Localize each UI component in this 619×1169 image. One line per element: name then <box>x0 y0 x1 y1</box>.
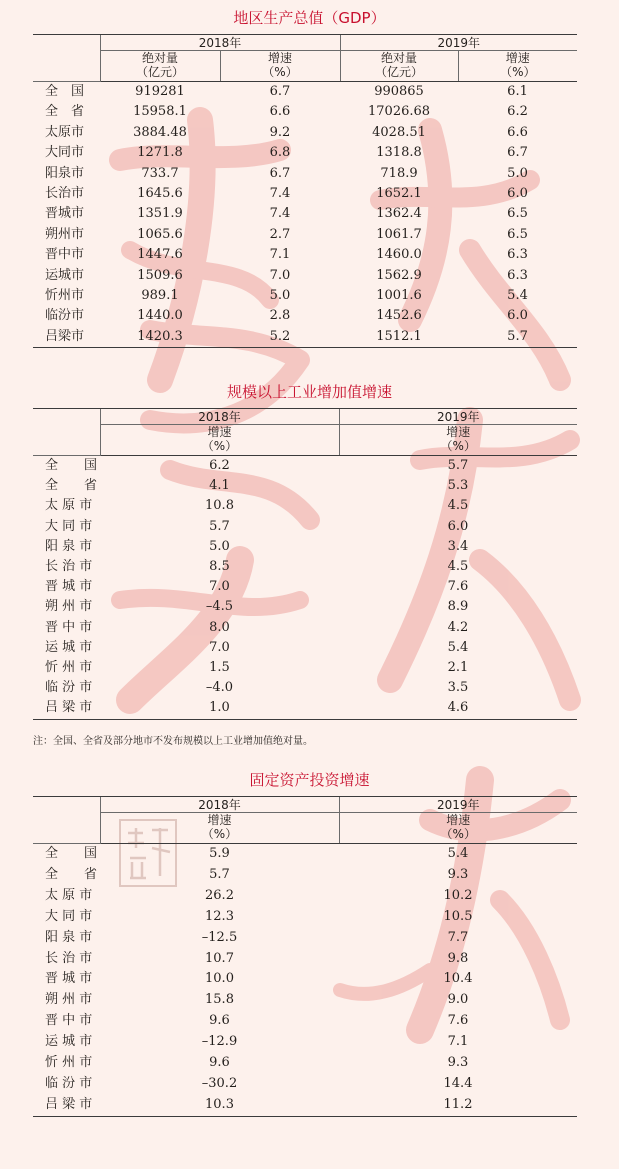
value-cell: 5.0 <box>269 288 291 304</box>
value-cell: 1.0 <box>100 698 339 719</box>
table-row <box>33 865 577 886</box>
gdp-year-2019: 2019年 <box>340 35 577 51</box>
value-cell: 9.0 <box>447 992 469 1008</box>
value-cell: 1271.8 <box>137 145 183 161</box>
region-name-cell: 全 国 <box>45 84 85 99</box>
value-cell: 7.0 <box>209 579 230 595</box>
value-cell: 1065.6 <box>137 226 183 242</box>
value-cell: –4.0 <box>205 680 234 696</box>
gdp-col-rate-2019: 增速 （%） <box>458 51 577 82</box>
table-row <box>33 678 577 698</box>
table-row <box>33 949 577 970</box>
table-row <box>33 597 577 617</box>
region-name-cell: 忻州市 <box>45 288 85 304</box>
region-name-cell: 全 省 <box>45 478 98 494</box>
region-name-cell: 晋中市 <box>45 247 85 263</box>
investment-col-rate-2018: 增速 （%） <box>100 813 339 844</box>
region-name-cell: 阳泉市 <box>45 165 85 181</box>
value-cell: 5.4 <box>447 846 469 861</box>
value-cell: 6.1 <box>507 84 528 99</box>
value-cell: 1447.6 <box>137 247 183 263</box>
value-cell: 12.3 <box>205 908 234 924</box>
table-row <box>33 557 577 577</box>
value-cell: 2.7 <box>269 226 291 242</box>
region-name-cell: 朔 州 市 <box>45 992 93 1008</box>
investment-corner-cell <box>33 797 100 844</box>
value-cell: 1001.6 <box>376 288 422 304</box>
table-row <box>33 1032 577 1053</box>
industry-table <box>33 408 577 720</box>
table-row <box>33 266 577 286</box>
region-name-cell: 朔 州 市 <box>45 599 93 615</box>
value-cell: 11.2 <box>339 1095 577 1116</box>
value-cell: 10.2 <box>443 887 473 903</box>
value-cell: 10.5 <box>443 908 473 924</box>
table-row <box>33 517 577 537</box>
value-cell: 1452.6 <box>376 308 422 324</box>
value-cell: 7.6 <box>447 1013 469 1029</box>
region-name-cell: 长 治 市 <box>45 950 93 966</box>
value-cell: 5.3 <box>447 478 469 494</box>
value-cell: 6.5 <box>507 206 528 222</box>
value-cell: 2.1 <box>447 660 469 676</box>
value-cell: 6.7 <box>269 84 291 99</box>
investment-year-2019: 2019年 <box>339 797 577 813</box>
region-name-cell: 晋 中 市 <box>45 619 93 635</box>
value-cell: 1509.6 <box>137 267 183 283</box>
region-name-cell: 临 汾 市 <box>45 1075 93 1091</box>
value-cell: –4.5 <box>205 599 234 615</box>
value-cell: 9.6 <box>209 1013 230 1029</box>
value-cell: 6.7 <box>507 145 528 161</box>
gdp-col-rate-2018: 增速 （%） <box>220 51 340 82</box>
value-cell: –12.9 <box>201 1034 238 1050</box>
value-cell: 6.5 <box>507 226 528 242</box>
table-row <box>33 184 577 204</box>
region-name-cell: 阳 泉 市 <box>45 538 93 554</box>
value-cell: 5.7 <box>209 866 230 882</box>
region-name-cell: 忻 州 市 <box>45 660 93 676</box>
value-cell: 5.7 <box>458 327 577 348</box>
value-cell: 15958.1 <box>133 104 187 120</box>
value-cell: 8.5 <box>209 559 230 575</box>
gdp-title: 地区生产总值（GDP） <box>233 9 386 27</box>
value-cell: 6.8 <box>269 145 291 161</box>
value-cell: 6.3 <box>507 267 528 283</box>
value-cell: 6.6 <box>507 124 528 140</box>
gdp-table <box>33 34 577 348</box>
value-cell: 5.0 <box>209 538 230 554</box>
region-name-cell: 全 省 <box>45 866 98 882</box>
value-cell: 3884.48 <box>133 124 187 140</box>
value-cell: 718.9 <box>380 165 418 181</box>
region-name-cell: 吕 梁 市 <box>33 1095 100 1116</box>
value-cell: 10.4 <box>443 971 473 987</box>
industry-title: 规模以上工业增加值增速 <box>226 383 392 401</box>
region-name-cell: 太原市 <box>45 124 85 140</box>
region-name-cell: 大同市 <box>45 145 85 161</box>
table-row <box>33 886 577 907</box>
value-cell: 6.0 <box>507 186 528 202</box>
value-cell: 26.2 <box>205 887 234 903</box>
table-row <box>33 327 577 348</box>
region-name-cell: 晋 城 市 <box>45 971 93 987</box>
region-name-cell: 运城市 <box>45 267 85 283</box>
region-name-cell: 大 同 市 <box>45 518 93 534</box>
table-row <box>33 638 577 658</box>
value-cell: 1645.6 <box>137 186 183 202</box>
value-cell: 9.3 <box>447 866 469 882</box>
region-name-cell: 吕梁市 <box>33 327 100 348</box>
value-cell: 5.4 <box>447 639 469 655</box>
value-cell: 5.4 <box>507 288 528 304</box>
value-cell: 2.8 <box>269 308 291 324</box>
value-cell: 7.1 <box>269 247 291 263</box>
region-name-cell: 太 原 市 <box>45 887 93 903</box>
investment-table <box>33 796 577 1117</box>
region-name-cell: 全 国 <box>45 458 98 473</box>
value-cell: 4.6 <box>339 698 577 719</box>
value-cell: 10.0 <box>205 971 234 987</box>
industry-year-2018: 2018年 <box>100 409 339 425</box>
value-cell: 1562.9 <box>376 267 422 283</box>
value-cell: 4.5 <box>447 498 469 514</box>
region-name-cell: 朔州市 <box>45 226 85 242</box>
value-cell: 990865 <box>374 84 424 99</box>
region-name-cell: 晋城市 <box>45 206 85 222</box>
table-row <box>33 537 577 557</box>
region-name-cell: 临汾市 <box>45 308 85 324</box>
table-row <box>33 618 577 638</box>
table-row <box>33 928 577 949</box>
value-cell: 1652.1 <box>376 186 422 202</box>
industry-corner-cell <box>33 409 100 456</box>
value-cell: 7.0 <box>209 639 230 655</box>
value-cell: 10.3 <box>100 1095 339 1116</box>
value-cell: 6.2 <box>507 104 528 120</box>
gdp-col-abs-2019: 绝对量 （亿元） <box>340 51 458 82</box>
region-name-cell: 长 治 市 <box>45 559 93 575</box>
table-row <box>33 306 577 326</box>
value-cell: 1351.9 <box>137 206 183 222</box>
value-cell: 14.4 <box>443 1075 473 1091</box>
gdp-col-abs-2018: 绝对量 （亿元） <box>100 51 220 82</box>
region-name-cell: 太 原 市 <box>45 498 93 514</box>
value-cell: 733.7 <box>141 165 179 181</box>
table-row <box>33 123 577 143</box>
value-cell: 5.2 <box>220 327 340 348</box>
value-cell: 7.6 <box>447 579 469 595</box>
table-row <box>33 990 577 1011</box>
value-cell: 7.4 <box>269 186 291 202</box>
region-name-cell: 长治市 <box>45 186 85 202</box>
value-cell: 5.9 <box>209 846 230 861</box>
table-row <box>33 1095 577 1116</box>
value-cell: 3.4 <box>447 538 469 554</box>
region-name-cell: 晋 城 市 <box>45 579 93 595</box>
table-row <box>33 164 577 184</box>
value-cell: 4.5 <box>447 559 469 575</box>
value-cell: 9.2 <box>269 124 291 140</box>
table-row <box>33 102 577 122</box>
region-name-cell: 忻 州 市 <box>45 1055 93 1071</box>
table-row <box>33 496 577 516</box>
investment-col-rate-2019: 增速 （%） <box>339 813 577 844</box>
value-cell: 1512.1 <box>340 327 458 348</box>
table-row <box>33 286 577 306</box>
table-row <box>33 658 577 678</box>
value-cell: 4.1 <box>209 478 230 494</box>
industry-col-rate-2019: 增速 （%） <box>339 425 577 456</box>
table-row <box>33 698 577 719</box>
value-cell: 5.7 <box>447 458 469 473</box>
region-name-cell: 运 城 市 <box>45 639 93 655</box>
region-name-cell: 临 汾 市 <box>45 680 93 696</box>
value-cell: 7.0 <box>269 267 291 283</box>
value-cell: 8.9 <box>447 599 469 615</box>
value-cell: 6.0 <box>507 308 528 324</box>
value-cell: 989.1 <box>141 288 179 304</box>
region-name-cell: 阳 泉 市 <box>45 929 93 945</box>
region-name-cell: 运 城 市 <box>45 1034 93 1050</box>
table-row <box>33 1053 577 1074</box>
value-cell: 3.5 <box>447 680 469 696</box>
value-cell: 15.8 <box>205 992 234 1008</box>
table-row <box>33 577 577 597</box>
table-row <box>33 1074 577 1095</box>
value-cell: 7.7 <box>447 929 469 945</box>
value-cell: 7.4 <box>269 206 291 222</box>
table-row <box>33 844 577 865</box>
table-row <box>33 143 577 163</box>
value-cell: 1318.8 <box>376 145 422 161</box>
value-cell: 9.8 <box>447 950 469 966</box>
value-cell: 4.2 <box>447 619 469 635</box>
industry-note: 注：全国、全省及部分地市不发布规模以上工业增加值绝对量。 <box>33 736 313 747</box>
gdp-corner-cell <box>33 35 100 82</box>
value-cell: 8.0 <box>209 619 230 635</box>
table-row <box>33 1011 577 1032</box>
value-cell: 1.5 <box>209 660 230 676</box>
industry-col-rate-2018: 增速 （%） <box>100 425 339 456</box>
value-cell: 10.8 <box>205 498 234 514</box>
value-cell: 1061.7 <box>376 226 422 242</box>
region-name-cell: 吕 梁 市 <box>33 698 100 719</box>
value-cell: 9.6 <box>209 1055 230 1071</box>
region-name-cell: 晋 中 市 <box>45 1013 93 1029</box>
table-row <box>33 907 577 928</box>
value-cell: 6.0 <box>447 518 469 534</box>
value-cell: 6.6 <box>269 104 291 120</box>
region-name-cell: 全 国 <box>45 846 98 861</box>
value-cell: 17026.68 <box>368 104 431 120</box>
industry-year-2019: 2019年 <box>339 409 577 425</box>
table-row <box>33 204 577 224</box>
value-cell: 7.1 <box>447 1034 469 1050</box>
table-row <box>33 476 577 496</box>
value-cell: 5.7 <box>209 518 230 534</box>
table-row <box>33 82 577 103</box>
value-cell: 5.0 <box>507 165 528 181</box>
value-cell: 9.3 <box>447 1055 469 1071</box>
gdp-year-2018: 2018年 <box>100 35 340 51</box>
value-cell: 6.3 <box>507 247 528 263</box>
value-cell: 6.7 <box>269 165 291 181</box>
value-cell: 1460.0 <box>376 247 422 263</box>
table-row <box>33 225 577 245</box>
value-cell: –12.5 <box>201 929 238 945</box>
value-cell: 10.7 <box>205 950 234 966</box>
investment-title: 固定资产投资增速 <box>249 771 370 789</box>
table-row <box>33 456 577 477</box>
value-cell: 4028.51 <box>372 124 426 140</box>
value-cell: 919281 <box>135 84 185 99</box>
value-cell: 1440.0 <box>137 308 183 324</box>
value-cell: 6.2 <box>209 458 230 473</box>
table-row <box>33 245 577 265</box>
region-name-cell: 全 省 <box>45 104 85 120</box>
region-name-cell: 大 同 市 <box>45 908 93 924</box>
value-cell: 1362.4 <box>376 206 422 222</box>
value-cell: 1420.3 <box>100 327 220 348</box>
investment-year-2018: 2018年 <box>100 797 339 813</box>
value-cell: –30.2 <box>201 1075 238 1091</box>
table-row <box>33 969 577 990</box>
